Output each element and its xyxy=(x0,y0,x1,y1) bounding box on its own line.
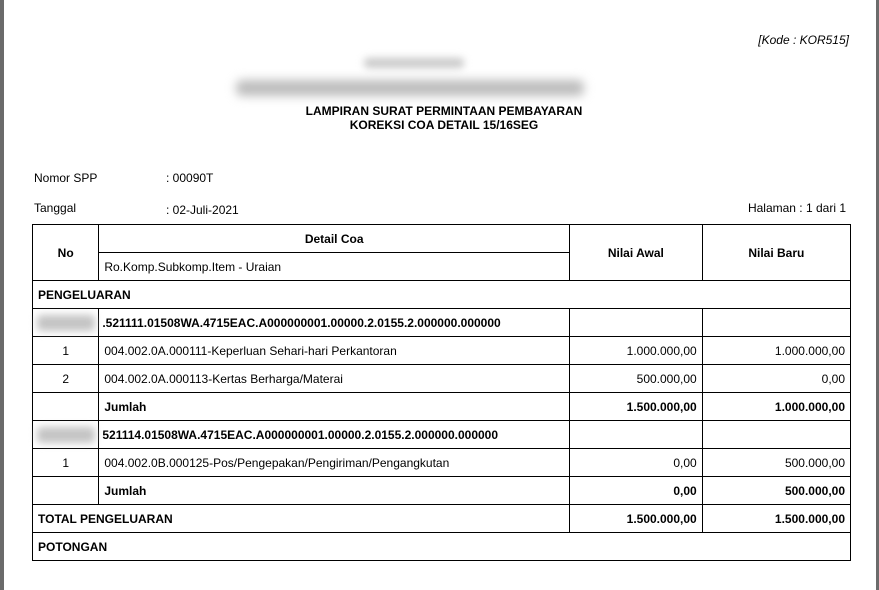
row-nilai-baru: 0,00 xyxy=(702,365,850,393)
subtotal-label: Jumlah xyxy=(99,393,570,421)
header-nilai-baru: Nilai Baru xyxy=(702,225,850,281)
row-nilai-awal: 1.000.000,00 xyxy=(570,337,703,365)
redacted-header-line-1 xyxy=(364,58,464,68)
table-row xyxy=(33,337,851,365)
redacted-cell xyxy=(33,421,99,449)
section-row xyxy=(33,281,851,309)
total-label: TOTAL PENGELUARAN xyxy=(33,505,570,533)
document-code: [Kode : KOR515] xyxy=(758,33,849,47)
tanggal-value: : 02-Juli-2021 xyxy=(166,203,239,217)
subtotal-nilai-baru: 500.000,00 xyxy=(702,477,850,505)
document-subtitle: KOREKSI COA DETAIL 15/16SEG xyxy=(349,118,539,132)
page-indicator: Halaman : 1 dari 1 xyxy=(747,201,846,215)
account-row xyxy=(33,309,851,337)
table-row xyxy=(33,365,851,393)
table-header-row xyxy=(33,225,851,253)
subtotal-row xyxy=(33,477,851,505)
subtotal-nilai-baru: 1.000.000,00 xyxy=(702,393,850,421)
redacted-header-line-2 xyxy=(236,80,584,96)
section-potongan: POTONGAN xyxy=(33,533,851,561)
document-page xyxy=(4,0,876,590)
row-detail: 004.002.0A.000111-Keperluan Sehari-hari Perkantoran xyxy=(99,337,570,365)
row-no: 1 xyxy=(33,449,99,477)
row-nilai-baru: 500.000,00 xyxy=(702,449,850,477)
row-detail: 004.002.0A.000113-Kertas Berharga/Materai xyxy=(99,365,570,393)
subtotal-row xyxy=(33,393,851,421)
nomor-spp-value: : 00090T xyxy=(166,171,214,185)
subtotal-label: Jumlah xyxy=(99,477,570,505)
header-sub-detail: Ro.Komp.Subkomp.Item - Uraian xyxy=(99,253,570,281)
account-row xyxy=(33,421,851,449)
empty-cell xyxy=(33,477,99,505)
redacted-cell xyxy=(33,309,99,337)
row-nilai-awal: 500.000,00 xyxy=(570,365,703,393)
table-row xyxy=(33,449,851,477)
row-no: 2 xyxy=(33,365,99,393)
empty-cell xyxy=(33,393,99,421)
header-detail-coa: Detail Coa xyxy=(99,225,570,253)
subtotal-nilai-awal: 1.500.000,00 xyxy=(570,393,703,421)
account-code: 521114.01508WA.4715EAC.A000000001.00000.2.0155.2.000000.000000 xyxy=(99,421,570,449)
empty-cell xyxy=(702,309,850,337)
document-title: LAMPIRAN SURAT PERMINTAAN PEMBAYARAN xyxy=(305,104,583,118)
total-row xyxy=(33,505,851,533)
row-no: 1 xyxy=(33,337,99,365)
subtotal-nilai-awal: 0,00 xyxy=(570,477,703,505)
section-pengeluaran: PENGELUARAN xyxy=(33,281,851,309)
header-no: No xyxy=(33,225,99,281)
empty-cell xyxy=(702,421,850,449)
account-code: .521111.01508WA.4715EAC.A000000001.00000.2.0155.2.000000.000000 xyxy=(99,309,570,337)
tanggal-label: Tanggal xyxy=(34,201,77,215)
empty-cell xyxy=(570,421,703,449)
header-nilai-awal: Nilai Awal xyxy=(570,225,703,281)
row-nilai-awal: 0,00 xyxy=(570,449,703,477)
total-nilai-baru: 1.500.000,00 xyxy=(702,505,850,533)
row-detail: 004.002.0B.000125-Pos/Pengepakan/Pengiriman/Pengangkutan xyxy=(99,449,570,477)
empty-cell xyxy=(570,309,703,337)
row-nilai-baru: 1.000.000,00 xyxy=(702,337,850,365)
nomor-spp-label: Nomor SPP xyxy=(34,171,98,185)
section-row xyxy=(33,533,851,561)
coa-detail-table xyxy=(32,224,851,561)
total-nilai-awal: 1.500.000,00 xyxy=(570,505,703,533)
